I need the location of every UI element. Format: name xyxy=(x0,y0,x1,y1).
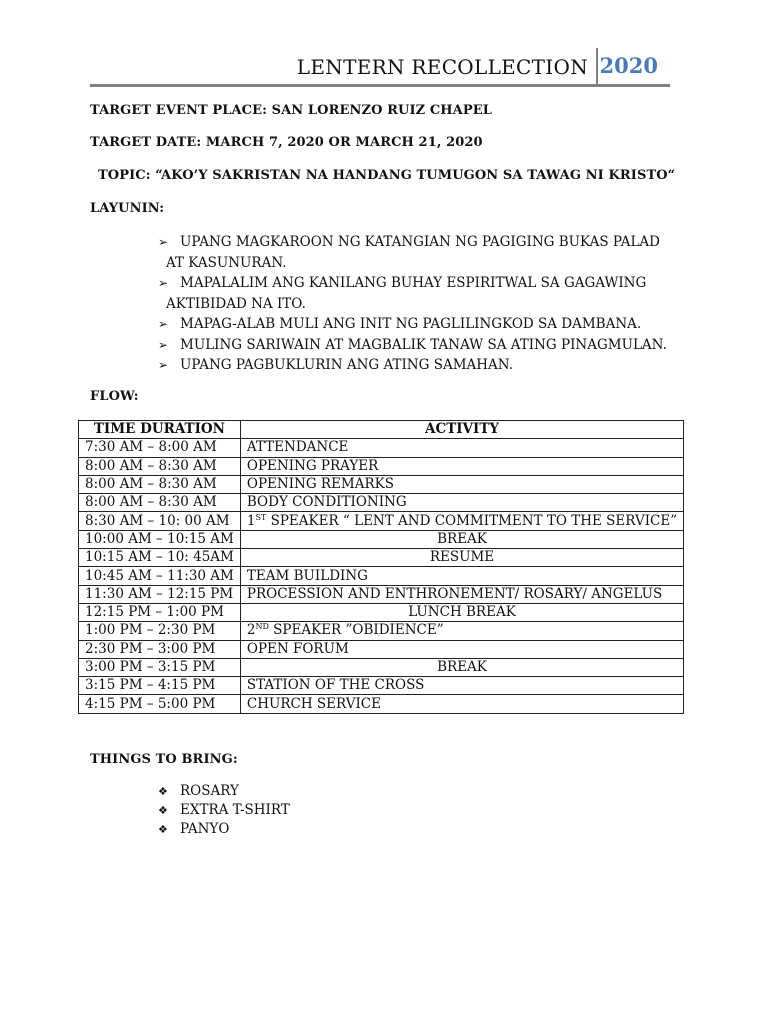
table-row xyxy=(79,658,684,676)
document-title: LENTERN RECOLLECTION xyxy=(296,55,588,79)
objective-item xyxy=(158,335,678,356)
bring-list xyxy=(158,782,290,839)
event-place: TARGET EVENT PLACE: SAN LORENZO RUIZ CHAPEL xyxy=(90,103,492,118)
bring-item xyxy=(158,820,290,839)
bring-item-text: ROSARY xyxy=(180,783,239,799)
speaker-ordinal: 1 xyxy=(246,512,256,529)
flow-table xyxy=(78,420,684,714)
table-row xyxy=(79,603,684,621)
objective-text: MAPALALIM ANG KANILANG BUHAY ESPIRITWAL SA GAGAWING xyxy=(180,275,647,291)
layunin-heading: LAYUNIN: xyxy=(90,201,165,216)
arrow-bullet-icon: ➢ xyxy=(158,317,169,331)
objective-item xyxy=(158,232,678,273)
time-cell: 8:00 AM – 8:30 AM xyxy=(79,457,241,475)
time-cell: 10:45 AM – 11:30 AM xyxy=(79,567,241,585)
table-row xyxy=(79,549,684,567)
table-header-row xyxy=(79,421,684,439)
activity-cell: OPENING PRAYER xyxy=(240,457,683,475)
objectives-list xyxy=(158,232,678,376)
bring-item-text: PANYO xyxy=(180,821,230,837)
table-row xyxy=(79,695,684,713)
column-header-time: TIME DURATION xyxy=(79,421,241,439)
activity-text: SPEAKER ”OBIDIENCE” xyxy=(268,622,444,639)
activity-cell xyxy=(240,512,683,530)
activity-cell: BREAK xyxy=(240,658,683,676)
bring-item xyxy=(158,801,290,820)
table-row xyxy=(79,457,684,475)
diamond-bullet-icon: ❖ xyxy=(158,823,168,836)
event-date: TARGET DATE: MARCH 7, 2020 OR MARCH 21, 2020 xyxy=(90,135,483,150)
objective-text: UPANG MAGKAROON NG KATANGIAN NG PAGIGING BUKAS PALAD xyxy=(180,234,661,250)
objective-item xyxy=(158,314,678,335)
time-cell: 7:30 AM – 8:00 AM xyxy=(79,439,241,457)
document-header xyxy=(90,46,670,87)
time-cell: 2:30 PM – 3:00 PM xyxy=(79,640,241,658)
ordinal-suffix: ST xyxy=(255,512,267,522)
diamond-bullet-icon: ❖ xyxy=(158,804,168,817)
column-header-activity: ACTIVITY xyxy=(240,421,683,439)
activity-cell: OPENING REMARKS xyxy=(240,475,683,493)
table-row xyxy=(79,439,684,457)
objective-text: AT KASUNURAN. xyxy=(166,254,287,271)
ordinal-suffix: ND xyxy=(255,622,269,632)
time-cell: 10:00 AM – 10:15 AM xyxy=(79,530,241,548)
speaker-ordinal: 2 xyxy=(246,622,256,639)
arrow-bullet-icon: ➢ xyxy=(158,235,169,249)
time-cell: 4:15 PM – 5:00 PM xyxy=(79,695,241,713)
objective-item xyxy=(158,355,678,376)
objective-item xyxy=(158,273,678,314)
bring-item-text: EXTRA T-SHIRT xyxy=(180,802,290,818)
header-divider xyxy=(596,48,598,84)
time-cell: 12:15 PM – 1:00 PM xyxy=(79,603,241,621)
table-row xyxy=(79,677,684,695)
table-row xyxy=(79,585,684,603)
activity-cell: TEAM BUILDING xyxy=(240,567,683,585)
bring-heading: THINGS TO BRING: xyxy=(90,752,238,767)
activity-cell: CHURCH SERVICE xyxy=(240,695,683,713)
activity-cell: STATION OF THE CROSS xyxy=(240,677,683,695)
table-row xyxy=(79,622,684,640)
bring-item xyxy=(158,782,290,801)
objective-text: MAPAG-ALAB MULI ANG INIT NG PAGLILINGKOD SA DAMBANA. xyxy=(180,316,642,332)
table-row xyxy=(79,567,684,585)
activity-cell: ATTENDANCE xyxy=(240,439,683,457)
time-cell: 11:30 AM – 12:15 PM xyxy=(79,585,241,603)
arrow-bullet-icon: ➢ xyxy=(158,358,169,372)
activity-cell: BREAK xyxy=(240,530,683,548)
table-row xyxy=(79,530,684,548)
activity-cell: LUNCH BREAK xyxy=(240,603,683,621)
table-row xyxy=(79,640,684,658)
time-cell: 8:00 AM – 8:30 AM xyxy=(79,494,241,512)
diamond-bullet-icon: ❖ xyxy=(158,785,168,798)
event-topic: TOPIC: “AKO’Y SAKRISTAN NA HANDANG TUMUGON SA TAWAG NI KRISTO“ xyxy=(98,168,676,183)
activity-cell xyxy=(240,622,683,640)
objective-text: UPANG PAGBUKLURIN ANG ATING SAMAHAN. xyxy=(180,357,514,373)
time-cell: 8:30 AM – 10: 00 AM xyxy=(79,512,241,530)
activity-cell: PROCESSION AND ENTHRONEMENT/ ROSARY/ ANGELUS xyxy=(240,585,683,603)
time-cell: 1:00 PM – 2:30 PM xyxy=(79,622,241,640)
activity-cell: RESUME xyxy=(240,549,683,567)
time-cell: 8:00 AM – 8:30 AM xyxy=(79,475,241,493)
activity-cell: OPEN FORUM xyxy=(240,640,683,658)
table-row xyxy=(79,475,684,493)
table-row xyxy=(79,494,684,512)
time-cell: 3:00 PM – 3:15 PM xyxy=(79,658,241,676)
activity-cell: BODY CONDITIONING xyxy=(240,494,683,512)
activity-text: SPEAKER “ LENT AND COMMITMENT TO THE SERVICE” xyxy=(266,512,678,529)
objective-text: AKTIBIDAD NA ITO. xyxy=(166,295,306,312)
arrow-bullet-icon: ➢ xyxy=(158,337,169,352)
time-cell: 10:15 AM – 10: 45AM xyxy=(79,549,241,567)
document-year: 2020 xyxy=(599,53,658,78)
time-cell: 3:15 PM – 4:15 PM xyxy=(79,677,241,695)
table-row xyxy=(79,512,684,530)
flow-heading: FLOW: xyxy=(90,389,139,404)
arrow-bullet-icon: ➢ xyxy=(158,276,169,290)
objective-text: MULING SARIWAIN AT MAGBALIK TANAW SA ATING PINAGMULAN. xyxy=(180,336,667,353)
